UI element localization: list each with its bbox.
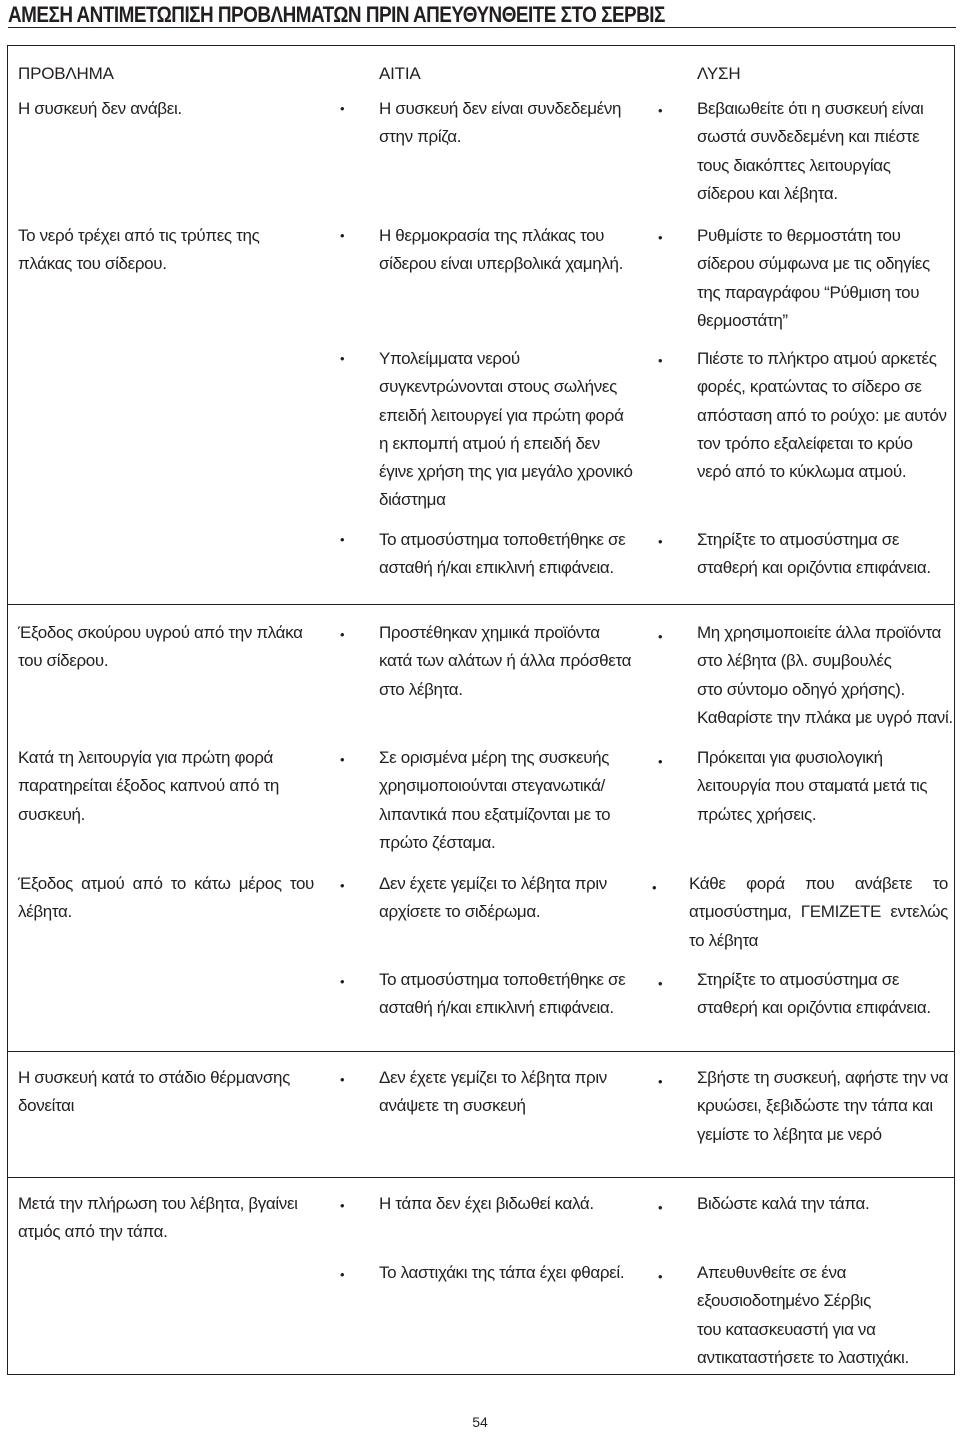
solution-text: Κάθε φορά που ανάβετε το ατμοσύστημα, ΓΕΜΙΖΕΤΕ εντελώς το λέβητα [689,874,948,950]
bullet-marker: • [658,754,663,769]
solution-text: Στηρίξτε το ατμοσύστημα σε σταθερή και οριζόντια επιφάνεια. [697,530,931,578]
cause-text: Το λαστιχάκι της τάπα έχει φθαρεί. [379,1263,625,1282]
bullet-marker: • [658,1074,663,1089]
cause-text: Η συσκευή δεν είναι συνδεδεμένη στην πρίζα. [379,99,622,147]
bullet-marker: • [658,629,663,644]
header-solution: ΛΥΣΗ [697,64,741,83]
problem-text: Έξοδος σκούρου υγρού από την πλάκα του σίδερου. [18,623,303,671]
solution-text: Ρυθμίστε το θερμοστάτη του σίδερου σύμφωνα με τις οδηγίες της παραγράφου “Ρύθμιση του θερμοστάτη” [697,226,930,330]
bullet-marker: • [340,228,345,243]
solution-text: Πιέστε το πλήκτρο ατμού αρκετές φορές, κρατώντας το σίδερο σε απόσταση από το ρούχο: με αυτόν τον τρόπο εξαλείφεται το κρύο νερό από το κύκλωμα ατμού. [697,349,947,482]
problem-text: Η συσκευή δεν ανάβει. [18,99,182,118]
bullet-marker: • [340,752,345,767]
page-number: 54 [472,1414,488,1430]
header-problem: ΠΡΟΒΛΗΜΑ [18,64,114,83]
cause-text: Η τάπα δεν έχει βιδωθεί καλά. [379,1194,594,1213]
solution-text: Μη χρησιμοποιείτε άλλα προϊόντα στο λέβητα (βλ. συμβουλές στο σύντομο οδηγό χρήσης). Καθαρίστε την πλάκα με υγρό πανί. [697,623,953,727]
problem-text: Έξοδος ατμού από το κάτω μέρος του λέβητα. [18,874,314,922]
cause-text: Προστέθηκαν χημικά προϊόντα κατά των αλάτων ή άλλα πρόσθετα στο λέβητα. [379,623,632,699]
row-divider [7,1177,955,1178]
cause-text: Υπολείμματα νερού συγκεντρώνονται στους σωλήνες επειδή λειτουργεί για πρώτη φορά η εκπομπή ατμού ή επειδή δεν έγινε χρήση της για μεγάλο χρονικό διάστημα [379,349,633,510]
bullet-marker: • [658,976,663,991]
bullet-marker: • [658,230,663,245]
bullet-marker: • [340,878,345,893]
cause-text: Η θερμοκρασία της πλάκας του σίδερου είναι υπερβολικά χαμηλή. [379,226,623,274]
bullet-marker: • [658,534,663,549]
problem-text: Το νερό τρέχει από τις τρύπες της πλάκας του σίδερου. [18,226,260,274]
cause-text: Δεν έχετε γεμίζει το λέβητα πριν ανάψετε τη συσκευή [379,1068,607,1116]
bullet-marker: • [340,1072,345,1087]
cause-text: Σε ορισμένα μέρη της συσκευής χρησιμοποιούνται στεγανωτικά/ λιπαντικά που εξατμίζονται με το πρώτο ζέσταμα. [379,748,611,852]
bullet-marker: • [658,1200,663,1215]
problem-text: Μετά την πλήρωση του λέβητα, βγαίνει ατμός από την τάπα. [18,1194,298,1242]
bullet-marker: • [340,1198,345,1213]
bullet-marker: • [658,353,663,368]
solution-text: Στηρίξτε το ατμοσύστημα σε σταθερή και οριζόντια επιφάνεια. [697,970,931,1018]
title-underline [8,27,956,28]
solution-text: Βεβαιωθείτε ότι η συσκευή είναι σωστά συνδεδεμένη και πιέστε τους διακόπτες λειτουργίας σίδερου και λέβητα. [697,99,924,203]
bullet-marker: • [340,351,345,366]
problem-text: Η συσκευή κατά το στάδιο θέρμανσης δονείται [18,1068,290,1116]
bullet-marker: • [340,974,345,989]
page-title: ΑΜΕΣΗ ΑΝΤΙΜΕΤΩΠΙΣΗ ΠΡΟΒΛΗΜΑΤΩΝ ΠΡΙΝ ΑΠΕΥΘΥΝΘΕΙΤΕ ΣΤΟ ΣΕΡΒΙΣ [8,2,665,27]
header-cause: ΑΙΤΙΑ [379,64,421,83]
bullet-marker: • [340,101,345,116]
row-divider [7,604,955,605]
solution-text: Πρόκειται για φυσιολογική λειτουργία που σταματά μετά τις πρώτες χρήσεις. [697,748,928,824]
cause-text: Το ατμοσύστημα τοποθετήθηκε σε ασταθή ή/και επικλινή επιφάνεια. [379,970,626,1018]
solution-text: Απευθυνθείτε σε ένα εξουσιοδοτημένο Σέρβις του κατασκευαστή για να αντικαταστήσετε το λαστιχάκι. [697,1263,909,1367]
solution-text: Βιδώστε καλά την τάπα. [697,1194,870,1213]
problem-text: Κατά τη λειτουργία για πρώτη φορά παρατηρείται έξοδος καπνού από τη συσκευή. [18,748,280,824]
bullet-marker: • [658,1269,663,1284]
bullet-marker: • [652,880,657,895]
bullet-marker: • [340,627,345,642]
bullet-marker: • [340,532,345,547]
cause-text: Δεν έχετε γεμίζει το λέβητα πριν αρχίσετε το σιδέρωμα. [379,874,607,922]
row-divider [7,1051,955,1052]
solution-text: Σβήστε τη συσκευή, αφήστε την να κρυώσει, ξεβιδώστε την τάπα και γεμίστε το λέβητα με νερό [697,1068,949,1144]
cause-text: Το ατμοσύστημα τοποθετήθηκε σε ασταθή ή/και επικλινή επιφάνεια. [379,530,626,578]
bullet-marker: • [658,103,663,118]
bullet-marker: • [340,1267,345,1282]
